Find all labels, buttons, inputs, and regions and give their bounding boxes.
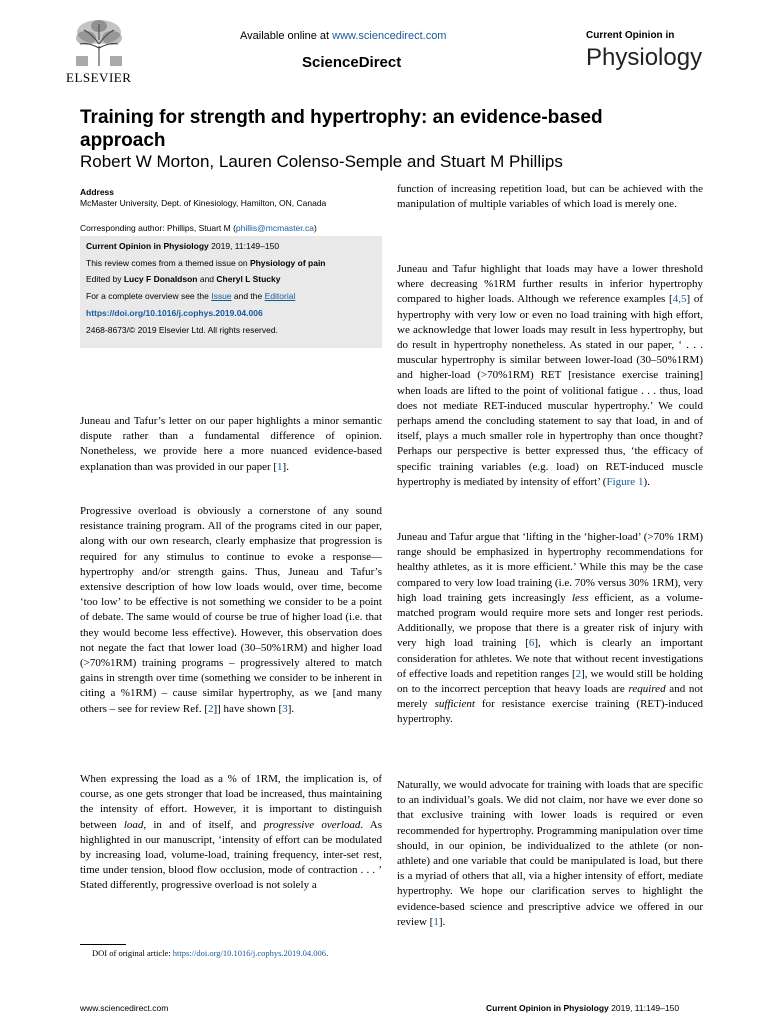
article-authors: Robert W Morton, Lauren Colenso-Semple and Stuart M Phillips bbox=[80, 152, 563, 171]
corresponding-author: Corresponding author: Phillips, Stuart M (phillis@mcmaster.ca) bbox=[80, 223, 317, 233]
box-editors: Edited by Lucy F Donaldson and Cheryl L Stucky bbox=[86, 274, 281, 284]
box-copyright: 2468-8673/© 2019 Elsevier Ltd. All rights reserved. bbox=[86, 325, 278, 335]
footnote: DOI of original article: https://doi.org/10.1016/j.cophys.2019.04.006. bbox=[92, 948, 329, 958]
original-article-doi-link[interactable]: https://doi.org/10.1016/j.cophys.2019.04.006 bbox=[172, 948, 327, 958]
box-theme: This review comes from a themed issue on Physiology of pain bbox=[86, 258, 326, 268]
journal-name-line1: Current Opinion in bbox=[586, 30, 675, 41]
sciencedirect-link[interactable]: www.sciencedirect.com bbox=[332, 30, 447, 42]
ref-link[interactable]: 2 bbox=[207, 702, 214, 715]
ref-link[interactable]: 4,5 bbox=[672, 293, 687, 306]
address-heading: Address bbox=[80, 187, 115, 197]
issue-link[interactable]: Issue bbox=[211, 291, 232, 301]
body-paragraph: Juneau and Tafur argue that ‘lifting in the ‘higher-load’ (>70% 1RM) range should be emphasized in hypertrophy recommendations for healthy athletes, as it is more efficient.’ While this may be the case compared to very low load training (i.e. 70% versus 30% 1RM), very high load training gets increasingly less efficient, as a volume-matched program would require more sets and longer rest periods. Additionally, we propose that there is a greater risk of injury with very high load training [6], which is clearly an important consideration for athletes. We note that without recent investigations of effective loads and repetition ranges [2], we would still be holding on to the incorrect perception that heavy loads are required and not merely sufficient for resistance exercise training (RET)-induced hypertrophy. bbox=[397, 531, 703, 726]
body-paragraph: function of increasing repetition load, but can be achieved with the manipulation of multiple variables of which load is merely one. bbox=[397, 183, 703, 211]
journal-name-line2: Physiology bbox=[586, 44, 703, 71]
body-paragraph: Progressive overload is obviously a cornerstone of any sound resistance training program. All of the programs cited in our paper, along with our own research, clearly emphasize that progression is required for any stimulus to continue to evoke a response—hypertrophy and/or strength gains. Thus, Juneau and Tafur’s extensive description of how low loads would, over time, become ‘too low’ to be effective is not something we consider to be a point of debate. The same would of course be true of higher load (i.e. that they would become less effective). However, this observation does not negate the fact that lower load (30–50%1RM) and higher load (>70%1RM) training programs – progressively altered to match gains in strength over time (something we consider to be inherent in citing a %1RM) – cause similar hypertrophy, as we [and many others – see for review Ref. [2]] have shown [3]. bbox=[80, 505, 382, 715]
body-paragraph: Juneau and Tafur highlight that loads may have a lower threshold where decreasing %1RM further results in inferior hypertrophy compared to higher loads. Although we reference examples [4,5] of hypertrophy with very low or even no load training with high effort, we acknowledge that lower loads may result in less hypertrophy, but do result in hypertrophy nonetheless. As stated in our paper, ‘ . . . muscular hypertrophy is similar between lower-load (30–50%1RM) and higher-load (>70%1RM) RET [resistance exercise training] when loads are lifted to the point of volitional fatigue . . . thus, load does not mediate RET-induced muscular hypertrophy.’ We could perhaps amend the concluding statement to say that load, in and of itself, plays a much smaller role in hypertrophy than once thought? Perhaps our perspective is better expressed thus, ‘the efficacy of specific training variables (e.g. load) on RET-induced muscle hypertrophy is mediated by intensity of effort’ (Figure 1). bbox=[397, 263, 704, 488]
box-citation: Current Opinion in Physiology 2019, 11:149–150 bbox=[86, 241, 280, 251]
elsevier-tree-logo bbox=[68, 18, 130, 68]
ref-link[interactable]: 6 bbox=[528, 637, 535, 650]
ref-link[interactable]: 1 bbox=[277, 460, 283, 473]
editorial-link[interactable]: Editorial bbox=[264, 291, 296, 301]
address: McMaster University, Dept. of Kinesiology, Hamilton, ON, Canada bbox=[80, 198, 327, 208]
body-paragraph: Naturally, we would advocate for training with loads that are specific to an individual’s goals. We did not claim, nor have we ever done so that exclusive training with lower loads is required or even recommended for hypertrophy. Programming manipulation over time should, in our opinion, be individualized to the athlete (or non-athlete) and one variable that could be manipulated is load, but there is a myriad of others that all, via a higher intensity of effort, mediate hypertrophy. We hope our clarification serves to highlight the evidence-based science and prescriptive advice we offered in our review [1]. bbox=[397, 779, 703, 928]
available-online: Available online at www.sciencedirect.com bbox=[240, 30, 447, 42]
footer-citation: Current Opinion in Physiology 2019, 11:149–150 bbox=[486, 1003, 680, 1013]
email-link[interactable]: phillis@mcmaster.ca bbox=[235, 223, 314, 233]
platform-name: ScienceDirect bbox=[302, 54, 402, 71]
footnote-rule bbox=[80, 944, 126, 945]
article-info-box bbox=[80, 236, 382, 348]
figure-link[interactable]: Figure 1 bbox=[606, 475, 644, 488]
body-paragraph: Juneau and Tafur’s letter on our paper highlights a minor semantic dispute rather than a fundamental difference of opinion. Nonetheless, we provide here a more nuanced evidence-based explanation than was provided in our paper [1]. bbox=[80, 415, 382, 473]
publisher-name: ELSEVIER bbox=[66, 70, 132, 85]
ref-link[interactable]: 2 bbox=[575, 667, 582, 680]
box-overview: For a complete overview see the Issue and the Editorial bbox=[86, 291, 296, 301]
ref-link[interactable]: 1 bbox=[433, 915, 439, 928]
box-doi[interactable]: https://doi.org/10.1016/j.cophys.2019.04.006 bbox=[86, 308, 263, 318]
footer-website: www.sciencedirect.com bbox=[80, 1003, 169, 1013]
ref-link[interactable]: 3 bbox=[282, 702, 288, 715]
body-paragraph: When expressing the load as a % of 1RM, the implication is, of course, as one gets stronger that load be increased, thus maintaining the intensity of effort. However, it is important to distinguish between load, in and of itself, and progressive overload. As highlighted in our manuscript, ‘intensity of effort can be modulated by increasing load, volume-load, training frequency, inter-set rest, time under tension, blood flow occlusion, mode of contraction . . . ’ Stated differently, progressive overload is not solely a bbox=[80, 773, 382, 892]
article-title: Training for strength and hypertrophy: an evidence-based approach bbox=[80, 107, 603, 151]
